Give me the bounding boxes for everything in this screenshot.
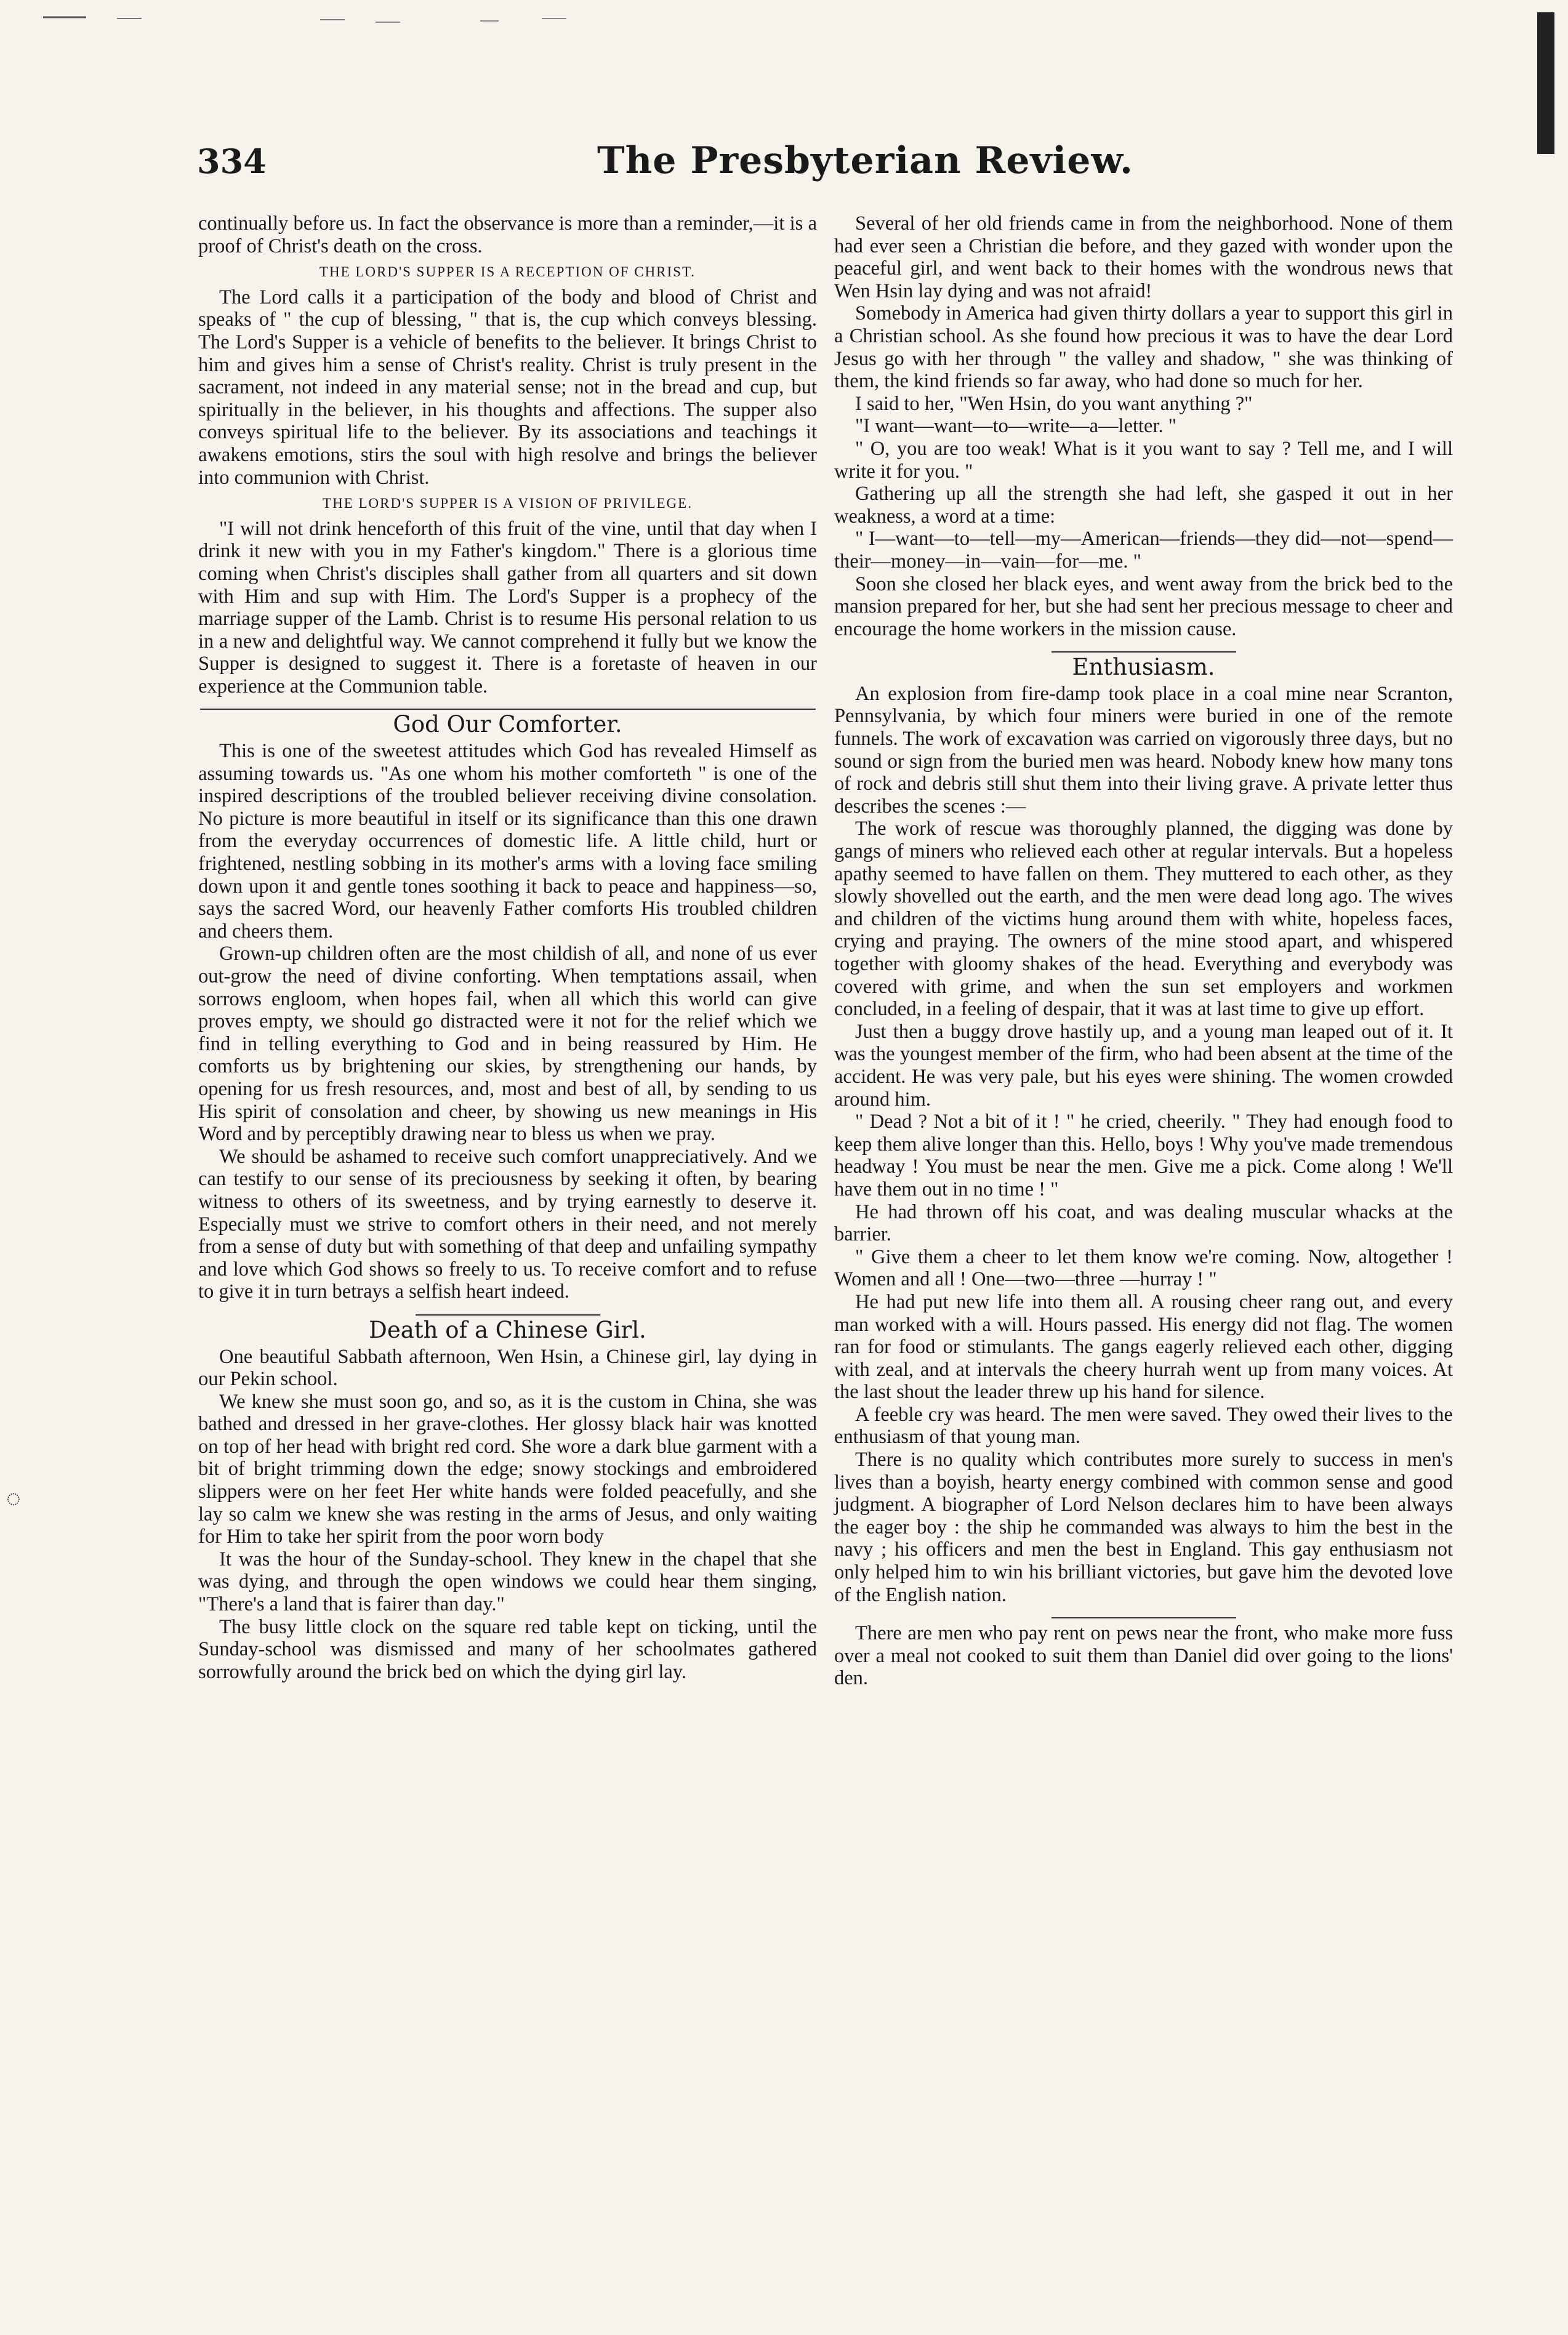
enthusiasm-paragraph-8: A feeble cry was heard. The men were saved. They owed their lives to the enthusiasm of that young man.: [834, 1403, 1453, 1449]
chinese-girl-paragraph-5: Several of her old friends came in from the neighborhood. None of them had ever seen a Christian die before, and they gazed with wonder upon the peaceful girl, and went back to their homes with the wondrous news that Wen Hsin lay dying and was not afraid!: [834, 212, 1453, 302]
comforter-paragraph-3: We should be ashamed to receive such comfort unappreciatively. And we can testify to our sense of its preciousness by seeking it often, by bearing witness to others of its sweetness, and by trying earnestly to deserve it. Especially must we strive to comfort others in their need, and not merely from a sense of duty but with something of that deep and unfailing sympathy and love which God shows so freely to us. To receive comfort and to refuse to give it in turn betrays a selfish heart indeed.: [198, 1145, 817, 1303]
chinese-girl-paragraph-9: " O, you are too weak! What is it you want to say ? Tell me, and I will write it for you. ": [834, 437, 1453, 483]
left-column: [198, 212, 817, 1683]
section-divider: [200, 709, 816, 710]
vision-paragraph: "I will not drink henceforth of this fruit of the vine, until that day when I drink it new with you in my Father's kingdom." There is a glorious time coming when Christ's disciples shall gather from all quarters and sit down with Him and sup with Him. The Lord's Supper is a prophecy of the marriage supper of the Lamb. Christ is to resume His personal relation to us in a new and delightful way. We cannot comprehend it fully but we know the Supper is designed to suggest it. There is a foretaste of heaven in our experience at the Communion table.: [198, 517, 817, 697]
enthusiasm-paragraph-5: He had thrown off his coat, and was dealing muscular whacks at the barrier.: [834, 1200, 1453, 1246]
subhead-reception: THE LORD'S SUPPER IS A RECEPTION OF CHRIST.: [319, 264, 696, 280]
chinese-girl-paragraph-10: Gathering up all the strength she had left, she gasped it out in her weakness, a word at a time:: [834, 483, 1453, 528]
chinese-girl-paragraph-2: We knew she must soon go, and so, as it is the custom in China, she was bathed and dressed in her grave-clothes. Her glossy black hair was knotted on top of her head with bright red cord. She wore a dark blue garment with a bit of bright trimming down the edge; snowy stockings and embroidered slippers were on her feet Her white hands were folded peacefully, and she lay so calm we knew she was resting in the arms of Jesus, and only waiting for Him to take her spirit from the poor worn body: [198, 1390, 817, 1548]
enthusiasm-paragraph-4: " Dead ? Not a bit of it ! " he cried, cheerily. " They had enough food to keep them alive longer than this. Hello, boys ! Why you've made tremendous headway ! You must be near the men. Give me a pick. Come along ! We'll have them out in no time ! ": [834, 1111, 1453, 1200]
journal-title: The Presbyterian Review.: [597, 139, 1133, 182]
running-head: [197, 139, 1453, 191]
section-divider: [1051, 1617, 1236, 1618]
chinese-girl-paragraph-11: " I—want—to—tell—my—American—friends—they did—not—spend—their—money—in—vain—for—me. ": [834, 528, 1453, 573]
page-number: 334: [197, 142, 267, 181]
margin-mark-icon: ◌: [6, 1484, 21, 1512]
chinese-girl-paragraph-6: Somebody in America had given thirty dollars a year to support this girl in a Christian school. As she found how precious it was to have the dear Lord Jesus go with her through " the valley and shadow, " she was thinking of them, the kind friends so far away, who had done so much for her.: [834, 302, 1453, 393]
subhead-vision: THE LORD'S SUPPER IS A VISION OF PRIVILEGE.: [323, 496, 693, 512]
reception-paragraph: The Lord calls it a participation of the body and blood of Christ and speaks of " the cup of blessing, " that is, the cup which conveys blessing. The Lord's Supper is a vehicle of benefits to the believer. It brings Christ to him and gives him a sense of Christ's reality. Christ is truly present in the sacrament, not indeed in any material sense; not in the bread and cup, but spiritually in the believer, in his thoughts and affections. The supper also conveys spiritual life to the believer. By its associations and teachings it awakens emotions, stirs the soul with high resolve and brings the believer into communion with Christ.: [198, 286, 817, 489]
section-divider: [1051, 651, 1236, 653]
intro-paragraph: continually before us. In fact the observance is more than a reminder,—it is a proof of Christ's death on the cross.: [198, 212, 817, 257]
scan-edge-bar: [1537, 12, 1554, 154]
enthusiasm-paragraph-6: " Give them a cheer to let them know we're coming. Now, altogether ! Women and all ! One—two—three —hurray ! ": [834, 1245, 1453, 1291]
chinese-girl-paragraph-1: One beautiful Sabbath afternoon, Wen Hsin, a Chinese girl, lay dying in our Pekin school.: [198, 1345, 817, 1391]
chinese-girl-paragraph-3: It was the hour of the Sunday-school. They knew in the chapel that she was dying, and through the open windows we could hear them singing, "There's a land that is fairer than day.": [198, 1548, 817, 1616]
section-divider: [416, 1314, 600, 1316]
enthusiasm-paragraph-1: An explosion from fire-damp took place in a coal mine near Scranton, Pennsylvania, by which four miners were buried in one of the remote funnels. The work of excavation was carried on vigorously three days, but no sound or sign from the buried men was heard. Nobody knew how many tons of rock and debris still shut them into their living grave. A private letter thus describes the scenes :—: [834, 682, 1453, 818]
chinese-girl-paragraph-8: "I want—want—to—write—a—letter. ": [855, 415, 1177, 438]
enthusiasm-paragraph-7: He had put new life into them all. A rousing cheer rang out, and every man worked with a will. Hours passed. His energy did not flag. The women ran for food or stimulants. The gangs eagerly relieved each other, digging with zeal, and at intervals the cheery hurrah went up from many voices. At the last shout the leader threw up his hand for silence.: [834, 1290, 1453, 1404]
enthusiasm-paragraph-9: There is no quality which contributes more surely to success in men's lives than a boyish, hearty energy combined with common sense and good judgment. A biographer of Lord Nelson declares him to have been always the eager boy : the ship he commanded was always to him the best in the navy ; his officers and men the best in England. This gay enthusiasm not only helped him to win his brilliant victories, but gave him the devoted love of the English nation.: [834, 1449, 1453, 1606]
closing-paragraph: There are men who pay rent on pews near the front, who make more fuss over a meal not cooked to suit them than Daniel did over going to the lions' den.: [834, 1622, 1453, 1690]
chinese-girl-title: Death of a Chinese Girl.: [369, 1316, 646, 1343]
comforter-title: God Our Comforter.: [393, 711, 622, 738]
enthusiasm-title: Enthusiasm.: [1072, 654, 1215, 681]
right-column: [834, 212, 1453, 1690]
chinese-girl-paragraph-7: I said to her, "Wen Hsin, do you want anything ?": [855, 392, 1253, 415]
chinese-girl-paragraph-4: The busy little clock on the square red table kept on ticking, until the Sunday-school was dismissed and many of her schoolmates gathered sorrowfully around the brick bed on which the dying girl lay.: [198, 1615, 817, 1683]
comforter-paragraph-1: This is one of the sweetest attitudes which God has revealed Himself as assuming towards us. "As one whom his mother comforteth " is one of the inspired descriptions of the troubled believer receiving divine consolation. No picture is more beautiful in itself or its significance than this one drawn from the everyday occurrences of domestic life. A little child, hurt or frightened, nestling sobbing in its mother's arms with a loving face smiling down upon it and gentle tones soothing it back to peace and happiness—so, says the sacred Word, our heavenly Father comforts His troubled children and cheers them.: [198, 740, 817, 942]
print-specks: [0, 0, 1568, 37]
enthusiasm-paragraph-2: The work of rescue was thoroughly planned, the digging was done by gangs of miners who relieved each other at regular intervals. But a hopeless apathy seemed to have fallen on them. They muttered to each other, as they slowly shovelled out the earth, and the men were dead long ago. The wives and children of the victims hung around them with white, hopeless faces, crying and praying. The owners of the mine stood apart, and whispered together with gloomy shakes of the head. Everything and everybody was covered with grime, and when the sun set employers and workmen concluded, in a feeling of despair, that it was at last time to give up effort.: [834, 818, 1453, 1021]
comforter-paragraph-2: Grown-up children often are the most childish of all, and none of us ever out-grow the need of divine conforting. When temptations assail, when sorrows engloom, when hopes fail, when all which this world can give proves empty, we should go distracted were it not for the relief which we find in telling everything to God and in being reassured by Him. He comforts us by brightening our skies, by strengthening our hands, by opening for us fresh resources, and, most and best of all, by sending to us His spirit of consolation and cheer, by showing us new meanings in His Word and by perceptibly drawing near to bless us when we pray.: [198, 942, 817, 1146]
chinese-girl-paragraph-12: Soon she closed her black eyes, and went away from the brick bed to the mansion prepared for her, but she had sent her precious message to cheer and encourage the home workers in the mission cause.: [834, 573, 1453, 640]
enthusiasm-paragraph-3: Just then a buggy drove hastily up, and a young man leaped out of it. It was the youngest member of the firm, who had been absent at the time of the accident. He was very pale, but his eyes were shining. The women crowded around him.: [834, 1020, 1453, 1111]
